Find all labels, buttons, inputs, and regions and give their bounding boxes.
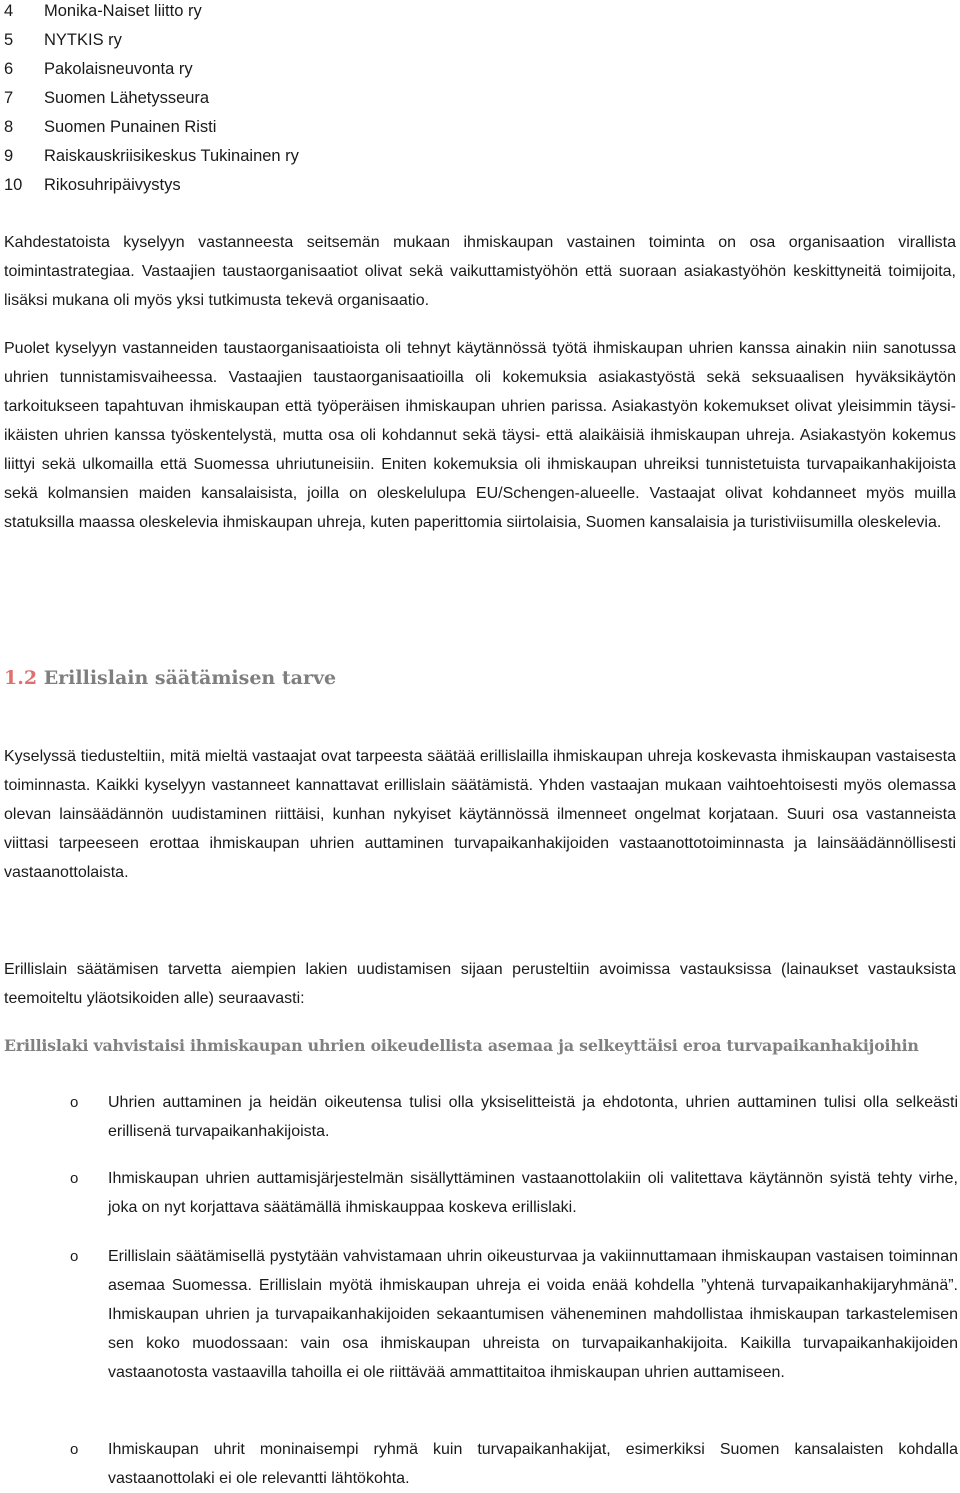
bullet-text: Uhrien auttaminen ja heidän oikeutensa tulisi olla yksiselitteistä ja ehdotonta, uhrien auttaminen tulisi olla selkeästi erillisenä turvapaikanhakijoista.	[108, 1094, 958, 1140]
bullet-text: Ihmiskaupan uhrien auttamisjärjestelmän sisällyttäminen vastaanottolakiin oli valitettava käytännön syistä tehty virhe, joka on nyt korjattava säätämällä ihmiskauppaa koskeva erillislaki.	[108, 1170, 958, 1216]
paragraph-justification-intro: Erillislain säätämisen tarvetta aiempien lakien uudistamisen sijaan perusteltiin avoimissa vastauksissa (lainaukset vastauksista teemoiteltu yläotsikoiden alle) seuraavasti:	[4, 961, 956, 1007]
organisation-list-item	[4, 58, 404, 87]
organisation-number: 9	[4, 147, 14, 165]
organisation-name: Suomen Punainen Risti	[44, 118, 217, 136]
organisation-name: Rikosuhripäivystys	[44, 176, 181, 194]
bullet-marker: o	[70, 1170, 79, 1187]
organisation-list-item	[4, 174, 404, 203]
organisation-name: Pakolaisneuvonta ry	[44, 60, 193, 78]
section-number: 1.2	[4, 667, 38, 689]
theme-subheading: Erillislaki vahvistaisi ihmiskaupan uhrien oikeudellista asemaa ja selkeyttäisi eroa turvapaikanhakijoihin	[4, 1036, 919, 1055]
organisation-name: Suomen Lähetysseura	[44, 89, 210, 107]
section-heading	[4, 664, 336, 692]
bullet-marker: o	[70, 1094, 79, 1111]
bullet-marker: o	[70, 1248, 79, 1265]
organisation-number: 6	[4, 60, 14, 78]
organisation-list-item	[4, 116, 404, 145]
organisation-name: Raiskauskriisikeskus Tukinainen ry	[44, 147, 299, 165]
bullet-text: Erillislain säätämisellä pystytään vahvistamaan uhrin oikeusturvaa ja vakiinnuttamaan ihmiskaupan vastaisen toiminnan asemaa Suomessa. Erillislain myötä ihmiskaupan uhreja ei voida enää kohdella ”yhtenä turvapaikanhakijaryhmänä”. Ihmiskaupan uhrien ja turvapaikanhakijoiden sekaantumisen väheneminen mahdollistaa ihmiskaupan tarkastelemisen sen koko muodossaan: vain osa ihmiskaupan uhreista on turvapaikanhakijoita. Kaikilla turvapaikanhakijoiden vastaanotosta vastaavilla tahoilla ei ole riittävää ammattitaitoa ihmiskaupan uhrien auttamiseen.	[108, 1248, 958, 1381]
bullet-text: Ihmiskaupan uhrit moninaisempi ryhmä kuin turvapaikanhakijat, esimerkiksi Suomen kansalaisten kohdalla vastaanottolaki ei ole relevantti lähtökohta.	[108, 1441, 958, 1487]
section-title: Erillislain säätämisen tarve	[43, 667, 337, 689]
organisation-number: 7	[4, 89, 14, 107]
organisation-list-item	[4, 0, 404, 29]
organisation-number: 4	[4, 2, 14, 20]
organisation-number: 5	[4, 31, 14, 49]
organisation-name: NYTKIS ry	[44, 31, 122, 49]
paragraph-strategy: Kahdestatoista kyselyyn vastanneesta seitsemän mukaan ihmiskaupan vastainen toiminta on osa organisaation virallista toimintastrategiaa. Vastaajien taustaorganisaatiot olivat sekä vaikuttamistyöhön että suoraan asiakastyöhön keskittyneitä toimijoita, lisäksi mukana oli myös yksi tutkimusta tekevä organisaatio.	[4, 234, 956, 309]
organisation-list-item	[4, 29, 404, 58]
paragraph-victim-experience: Puolet kyselyyn vastanneiden taustaorganisaatioista oli tehnyt käytännössä työtä ihmiskaupan uhrien kanssa ainakin niin sanotussa uhrien tunnistamisvaiheessa. Vastaajien taustaorganisaatioilla oli kokemuksia asiakastyöstä sekä seksuaalisen hyväksikäytön tarkoitukseen tapahtuvan ihmiskaupan että työperäisen ihmiskaupan uhrien parissa. Asiakastyön kokemukset olivat yleisimmin täysi-ikäisten uhrien kanssa työskentelystä, mutta osa oli kohdannut sekä täysi- että alaikäisiä ihmiskaupan uhreja. Asiakastyön kokemus liittyi sekä ulkomailla että Suomessa uhriutuneisiin. Eniten kokemuksia oli ihmiskaupan uhreiksi tunnistetuista turvapaikanhakijoista sekä kolmansien maiden kansalaisista, joilla on oleskelulupa EU/Schengen-alueelle. Vastaajat olivat kohdanneet myös muilla statuksilla maassa oleskelevia ihmiskaupan uhreja, kuten paperittomia siirtolaisia, Suomen kansalaisia ja turistiviisumilla oleskelevia.	[4, 340, 956, 531]
paragraph-survey-legislation: Kyselyssä tiedusteltiin, mitä mieltä vastaajat ovat tarpeesta säätää erillislailla ihmiskaupan uhreja koskevasta ihmiskaupan vastaisesta toiminnasta. Kaikki kyselyyn vastanneet kannattavat erillislain säätämistä. Yhden vastaajan mukaan vaihtoehtoisesti myös olemassa olevan lainsäädännön uudistaminen riittäisi, kunhan nykyiset käytännössä ilmenneet ongelmat korjataan. Suuri osa vastanneista viittasi tarpeeseen erottaa ihmiskaupan uhrien auttaminen turvapaikanhakijoiden vastaanottotoiminnasta ja lainsäädännöllisesti vastaanottolaista.	[4, 748, 956, 881]
organisation-number: 10	[4, 176, 23, 194]
organisation-list	[4, 0, 404, 203]
organisation-list-item	[4, 145, 404, 174]
organisation-name: Monika-Naiset liitto ry	[44, 2, 202, 20]
organisation-number: 8	[4, 118, 14, 136]
organisation-list-item	[4, 87, 404, 116]
bullet-marker: o	[70, 1441, 79, 1458]
